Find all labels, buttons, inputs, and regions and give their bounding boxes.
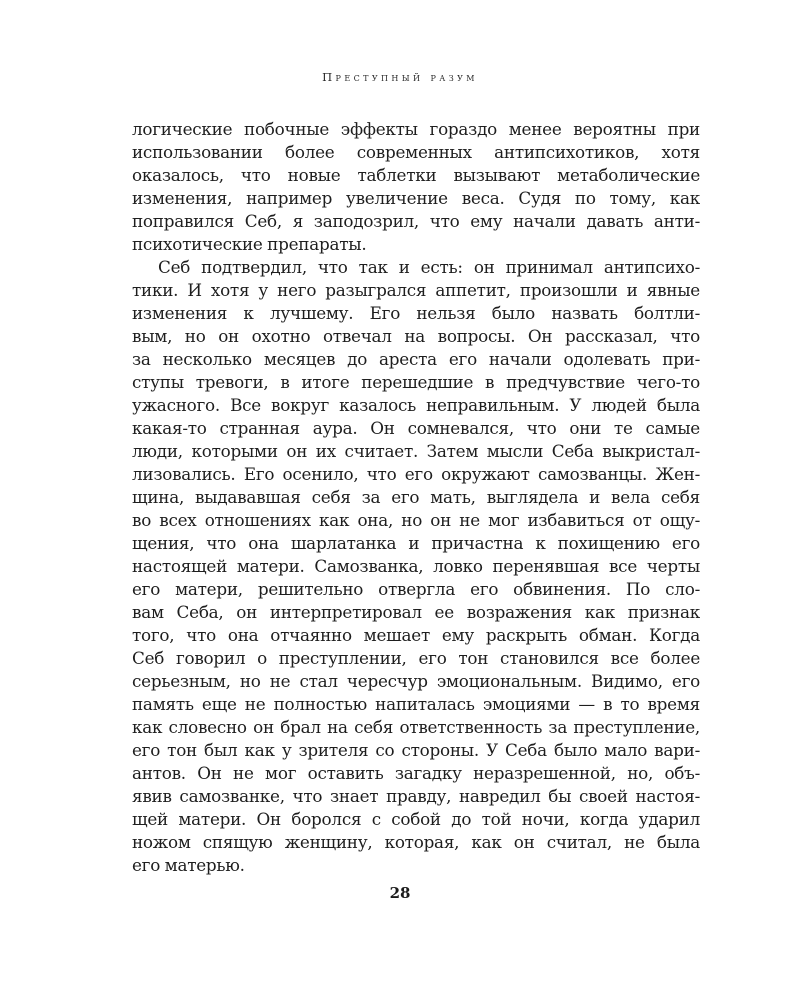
text-line: за несколько месяцев до ареста его начали одолевать при- (132, 349, 700, 369)
text-line: явив самозванке, что знает правду, навредил бы своей настоя- (132, 786, 700, 806)
running-head: Преступный разум (322, 70, 478, 84)
text-line: во всех отношениях как она, но он не мог избавиться от ощу- (132, 510, 700, 530)
text-line: лизовались. Его осенило, что его окружают самозванцы. Жен- (132, 464, 700, 484)
text-line: использовании более современных антипсихотиков, хотя (132, 142, 700, 162)
text-line: его тон был как у зрителя со стороны. У Себа было мало вари- (132, 740, 700, 760)
text-line: какая-то странная аура. Он сомневался, что они те самые (132, 418, 700, 438)
text-line: оказалось, что новые таблетки вызывают метаболические (132, 165, 700, 185)
text-line: щей матери. Он боролся с собой до той ночи, когда ударил (132, 809, 700, 829)
text-line: логические побочные эффекты гораздо менее вероятны при (132, 119, 700, 139)
paragraph-first-line: Себ подтвердил, что так и есть: он принимал антипсихо- (158, 257, 700, 277)
text-line: вым, но он охотно отвечал на вопросы. Он рассказал, что (132, 326, 700, 346)
text-line: его матерью. (132, 855, 245, 875)
text-line: ступы тревоги, в итоге перешедшие в предчувствие чего-то (132, 372, 700, 392)
text-line: память еще не полностью напиталась эмоциями — в то время (132, 694, 700, 714)
text-line: как словесно он брал на себя ответственность за преступление, (132, 717, 700, 737)
text-line: антов. Он не мог оставить загадку неразрешенной, но, объ- (132, 763, 700, 783)
page-number: 28 (389, 884, 411, 902)
text-line: того, что она отчаянно мешает ему раскрыть обман. Когда (132, 625, 700, 645)
text-line: его матери, решительно отвергла его обвинения. По сло- (132, 579, 700, 599)
text-line: вам Себа, он интерпретировал ее возражения как признак (132, 602, 700, 622)
text-line: люди, которыми он их считает. Затем мысли Себа выкристал- (132, 441, 700, 461)
text-line: поправился Себ, я заподозрил, что ему начали давать анти- (132, 211, 700, 231)
text-line: психотические препараты. (132, 234, 367, 254)
text-line: ножом спящую женщину, которая, как он считал, не была (132, 832, 700, 852)
text-line: тики. И хотя у него разыгрался аппетит, произошли и явные (132, 280, 700, 300)
text-line: серьезным, но не стал чересчур эмоциональным. Видимо, его (132, 671, 700, 691)
text-line: ужасного. Все вокруг казалось неправильным. У людей была (132, 395, 700, 415)
text-line: щения, что она шарлатанка и причастна к похищению его (132, 533, 700, 553)
text-line: щина, выдававшая себя за его мать, выглядела и вела себя (132, 487, 700, 507)
text-line: изменения, например увеличение веса. Судя по тому, как (132, 188, 700, 208)
text-line: настоящей матери. Самозванка, ловко перенявшая все черты (132, 556, 700, 576)
text-line: изменения к лучшему. Его нельзя было назвать болтли- (132, 303, 700, 323)
text-line: Себ говорил о преступлении, его тон становился все более (132, 648, 700, 668)
